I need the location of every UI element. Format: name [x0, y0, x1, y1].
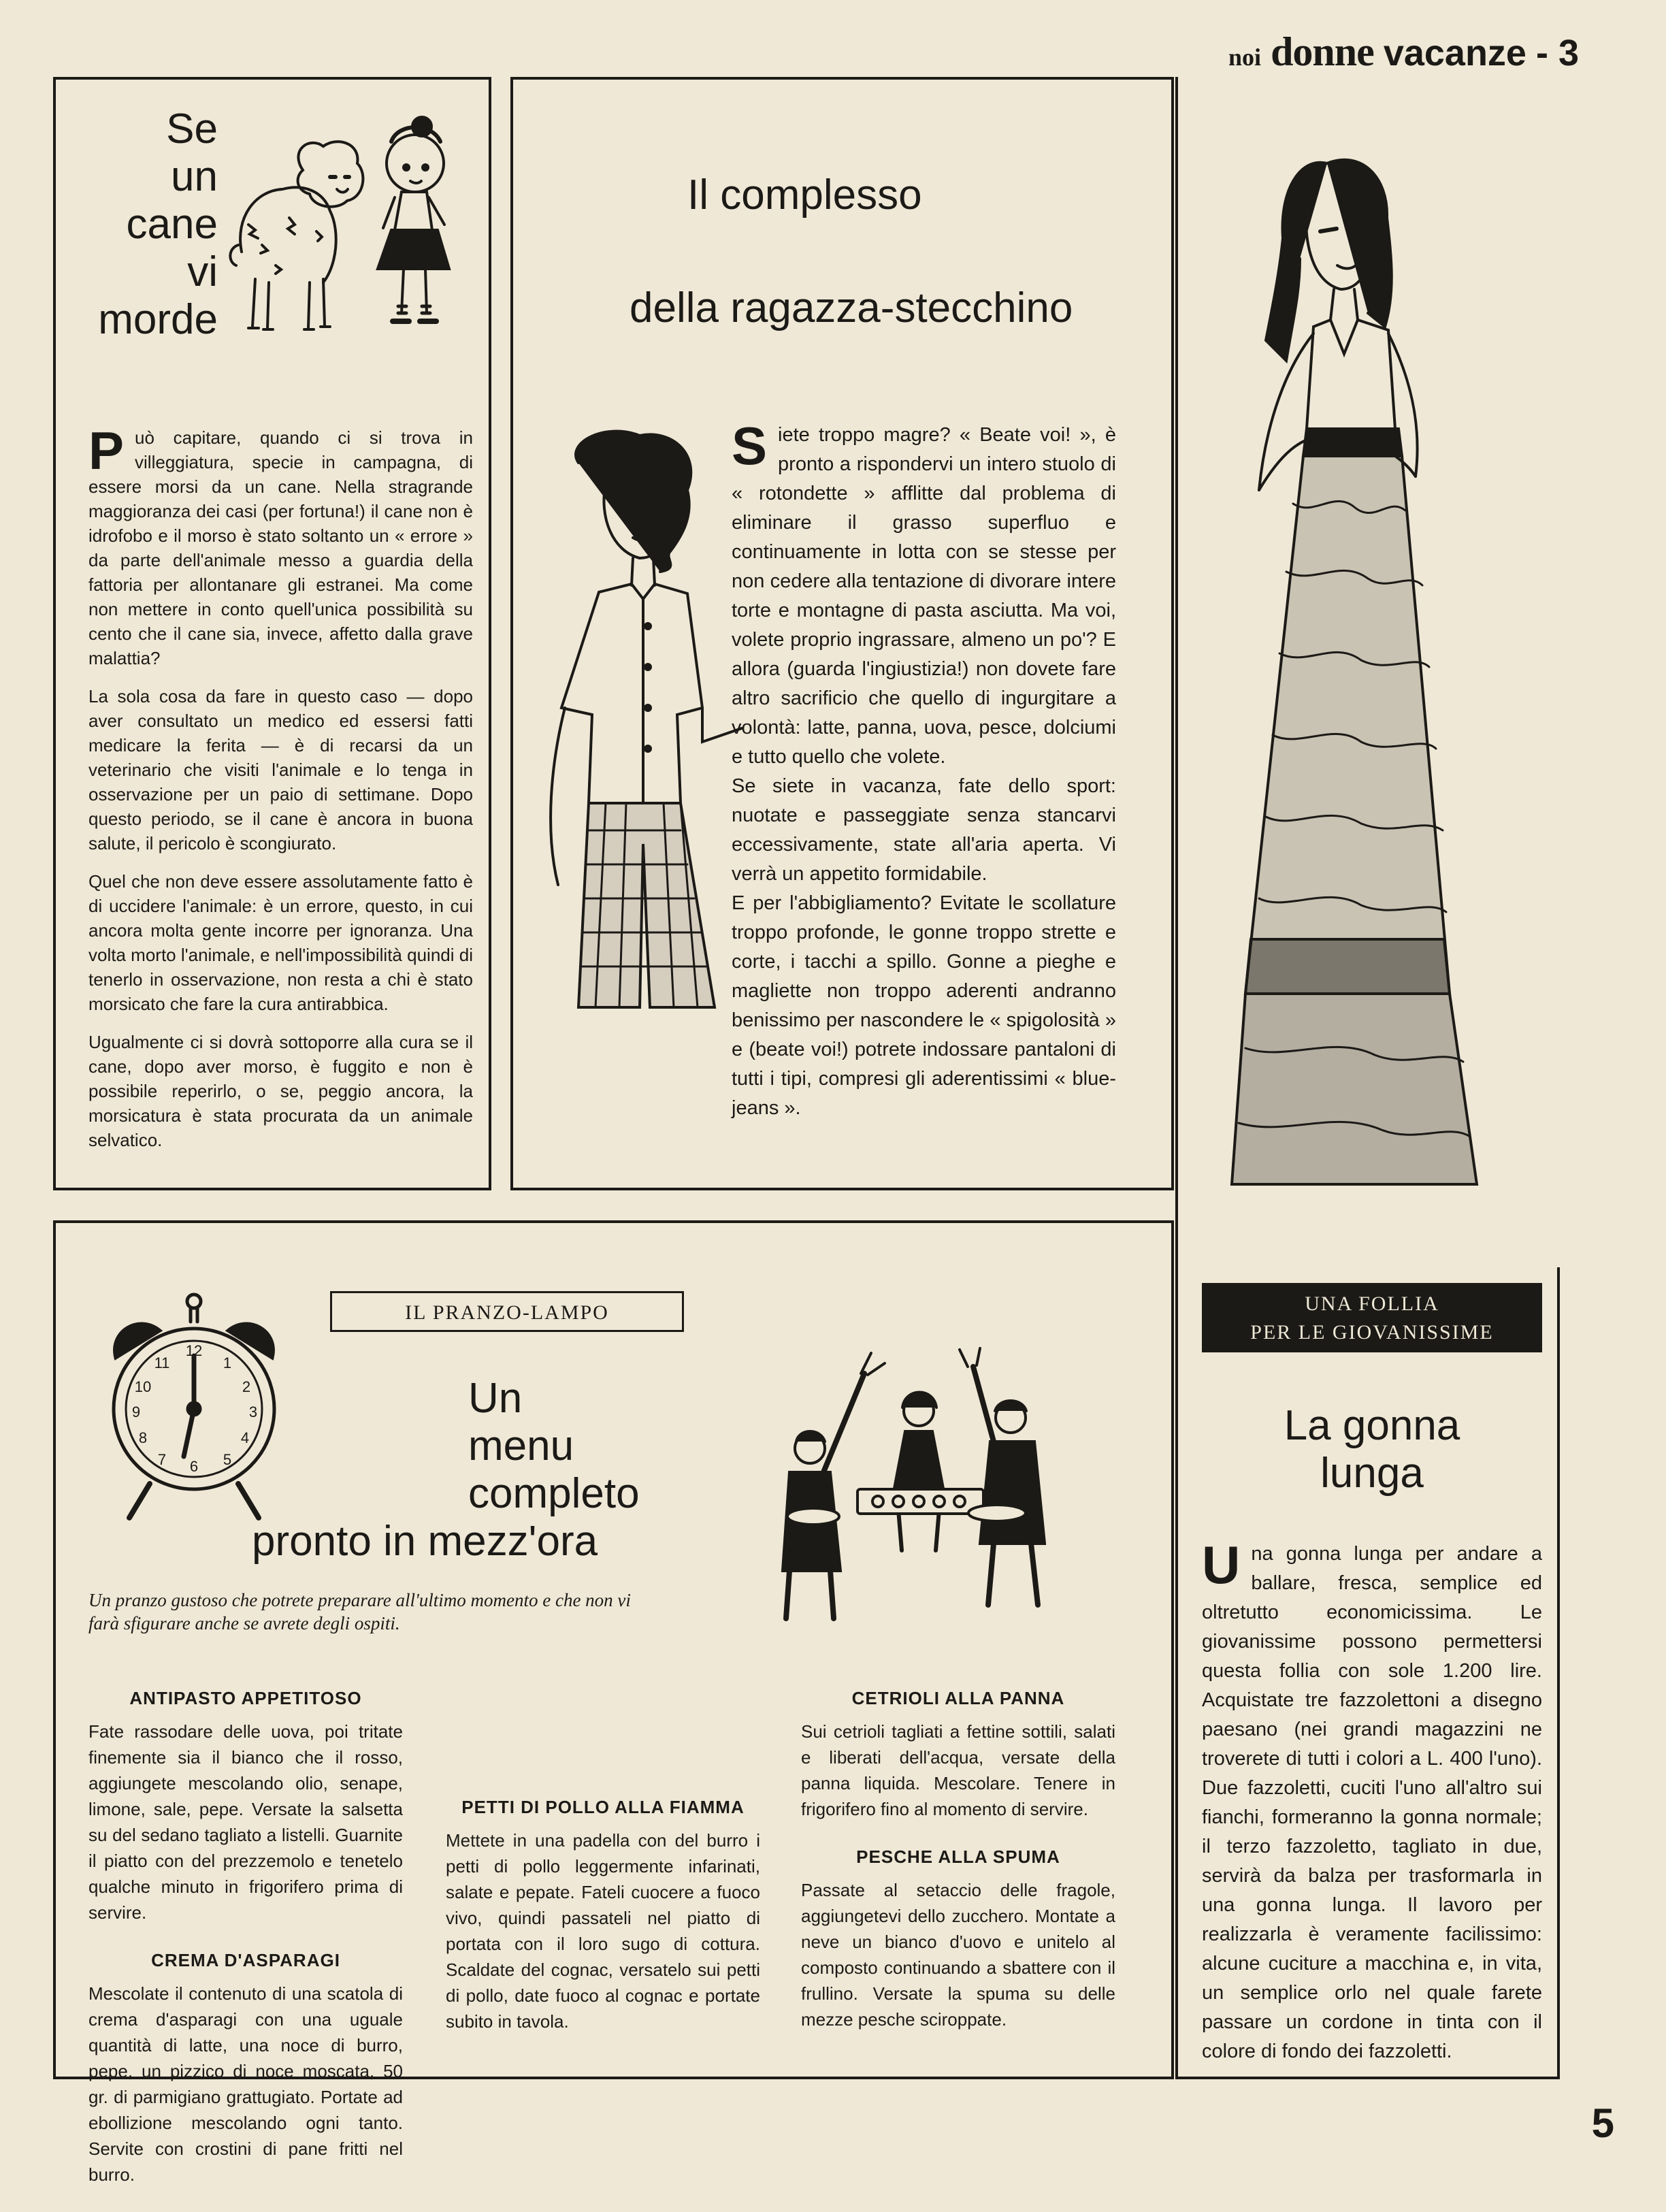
stecchino-article-body	[732, 416, 1116, 1123]
svg-text:7: 7	[157, 1451, 167, 1468]
dog-title-line: morde	[98, 296, 218, 343]
gonna-article-body	[1202, 1535, 1542, 2066]
dog-title-line: vi	[187, 248, 218, 295]
masthead	[1228, 29, 1579, 76]
pranzo-title	[252, 1375, 640, 1565]
svg-text:2: 2	[242, 1378, 251, 1395]
svg-text:10: 10	[134, 1378, 152, 1395]
svg-text:8: 8	[138, 1429, 148, 1446]
waiters-illustration	[776, 1346, 1062, 1625]
recipe-text: Passate al setaccio delle fragole, aggiungetevi dello zucchero. Montate a neve un bianco d'uovo e unitelo al composto continuando a sbattere con il frullino. Versate la spuma su delle mezze pesche sciroppate.	[801, 1880, 1115, 2030]
pranzo-label	[330, 1291, 684, 1332]
recipe-title: PETTI DI POLLO ALLA FIAMMA	[461, 1797, 745, 1817]
stecchino-title-line1: Il complesso	[687, 172, 922, 218]
pranzo-label-text: IL PRANZO-LAMPO	[405, 1301, 609, 1324]
svg-text:11: 11	[154, 1354, 170, 1371]
masthead-noi: noi	[1228, 44, 1262, 71]
drop-cap: S	[732, 416, 768, 476]
recipes-column-2	[446, 1797, 760, 2059]
gonna-title-line2: lunga	[1320, 1450, 1424, 1497]
recipes-column-1	[88, 1688, 403, 2212]
recipe-text: Mescolate il contenuto di una scatola di crema d'asparagi con una uguale quantità di latte, una noce di burro, pepe, un pizzico di noce moscata, 50 gr. di parmigiano grattugiato. Portate ad ebollizione mescolando ogni tanto. Servite con crostini di pane fritti nel burro.	[88, 1983, 403, 2185]
recipe-text: Fate rassodare delle uova, poi tritate finemente sia il bianco che il rosso, aggiungete mescolando olio, senape, limone, sale, pepe. Versate la salsetta su del sedano tagliato a listelli. Guarnite il piatto con del prezzemolo e tenetelo qualche minuto in frigorifero prima di servire.	[88, 1721, 403, 1923]
recipe-title: CETRIOLI ALLA PANNA	[851, 1688, 1065, 1708]
svg-text:1: 1	[223, 1354, 232, 1371]
gonna-title-line1: La gonna	[1284, 1402, 1460, 1449]
gonna-label-line2: PER LE GIOVANISSIME	[1250, 1321, 1494, 1344]
svg-text:12: 12	[185, 1342, 203, 1359]
dog-paragraph: Quel che non deve essere assolutamente fatto è di uccidere l'animale: è un errore, questo, in cui ancora molta gente incorre per ignoranza. Una volta morto l'animale, e nell'impossibilità quindi di tenerlo in osservazione, non resta a chi è stato morsicato che fare la cura antirabbica.	[88, 871, 473, 1014]
dog-paragraph: La sola cosa da fare in questo caso — dopo aver consultato un medico ed essersi fatti medicare la ferita — è di recarsi da un veterinario che visiti l'animale e lo tenga in osservazione per un paio di settimane. Dopo questo periodo, se il cane è ancora in buona salute, il pericolo è scongiurato.	[88, 686, 473, 853]
svg-text:6: 6	[189, 1458, 199, 1475]
gonna-label	[1202, 1283, 1542, 1352]
dog-title-line: Se	[166, 105, 218, 152]
pranzo-title-line: menu	[468, 1422, 574, 1469]
masthead-page: - 3	[1535, 33, 1579, 74]
recipes-column-3	[801, 1688, 1115, 2057]
thin-girl-illustration	[524, 422, 742, 1021]
dog-and-girl-illustration	[228, 109, 473, 354]
masthead-donne: donne	[1271, 29, 1374, 74]
pranzo-lead: Un pranzo gustoso che potrete preparare all'ultimo momento e che non vi farà sfigurare anche se avrete degli ospiti.	[88, 1590, 631, 1633]
pranzo-title-line: completo	[468, 1470, 640, 1517]
svg-text:9: 9	[131, 1403, 141, 1420]
recipe-text: Mettete in una padella con del burro i petti di pollo leggermente infarinati, salate e pepate. Fateli cuocere a fuoco vivo, quindi passateli nel piatto di portata con il loro sugo di cottura. Scaldate del cognac, versatelo sui petti di pollo, date fuoco al cognac e portate subito in tavola.	[446, 1830, 760, 2032]
long-skirt-woman-illustration	[1218, 136, 1504, 1198]
gonna-column-rule	[1175, 77, 1178, 1268]
stecchino-paragraph: Siete troppo magre? « Beate voi! », è pronto a rispondervi un intero stuolo di « rotondette » afflitte dal problema di eliminare il grasso superfluo e continuamente in lotta con se stesse per non cedere alla tentazione di divorare intere torte e montagne di pasta asciutta. Ma voi, volete proprio ingrassare, almeno un po'? E allora (guarda l'ingiustizia!) non dovete fare altro sacrificio che quello di ingurgitare a volontà: latte, panna, uova, pesce, dolciumi e tutto quello che volete.	[732, 416, 1116, 768]
svg-text:4: 4	[240, 1429, 250, 1446]
svg-text:5: 5	[223, 1451, 232, 1468]
drop-cap: P	[88, 421, 125, 481]
dog-article-body	[88, 421, 473, 1166]
stecchino-paragraph: Se siete in vacanza, fate dello sport: nuotate e passeggiate senza stancarvi eccessivamente, state all'aria aperta. Vi verrà un appetito formidabile.	[732, 775, 1116, 885]
dog-paragraph: Ugualmente ci si dovrà sottoporre alla cura se il cane, dopo aver morso, è fuggito e non è possibile reperirlo, o se, peggio ancora, la morsicatura è stata procurata da un animale selvatico.	[88, 1032, 473, 1150]
dog-title-line: un	[171, 153, 218, 200]
dog-title-line: cane	[126, 201, 218, 248]
page-number: 5	[1591, 2100, 1614, 2146]
recipe-text: Sui cetrioli tagliati a fettine sottili, salati e liberati dell'acqua, versate della panna liquida. Mescolare. Tenere in frigorifero fino al momento di servire.	[801, 1721, 1115, 1819]
stecchino-paragraph: E per l'abbigliamento? Evitate le scollature troppo profonde, le gonne troppo strette e corte, i tacchi a spillo. Gonne a pieghe e magliette non troppo aderenti andranno benissimo per nascondere le « spigolosità » e (beate voi!) potrete indossare pantaloni di tutti i tipi, compresi gli aderentissimi « blue-jeans ».	[732, 892, 1116, 1119]
svg-text:3: 3	[248, 1403, 258, 1420]
gonna-label-line1: UNA FOLLIA	[1305, 1292, 1439, 1315]
pranzo-title-line: pronto in mezz'ora	[252, 1518, 598, 1565]
recipe-title: CREMA D'ASPARAGI	[151, 1950, 340, 1970]
recipe-title: PESCHE ALLA SPUMA	[856, 1847, 1060, 1867]
dog-article-title	[75, 105, 218, 344]
drop-cap: U	[1202, 1535, 1241, 1595]
gonna-title	[1202, 1402, 1542, 1497]
pranzo-title-line: Un	[468, 1375, 523, 1422]
stecchino-title-line2: della ragazza-stecchino	[630, 284, 1073, 331]
recipe-title: ANTIPASTO APPETITOSO	[129, 1688, 362, 1708]
gonna-paragraph: Una gonna lunga per andare a ballare, fresca, semplice ed oltretutto economicissima. Le giovanissime possono permettersi questa follia con sole 1.200 lire. Acquistate tre fazzolettoni a disegno paesano (nei grandi magazzini ne troverete di tutti i colori a L. 400 l'uno). Due fazzoletti, cuciti l'uno all'altro sui fianchi, formeranno la gonna normale; il terzo fazzoletto, tagliato in due, servirà da balza per trasformarla in una gonna lunga. Il lavoro per realizzarla è veramente facilissimo: alcune cuciture a macchina e, in vita, un semplice orlo nel quale farete passare un cordone in tinta con il colore di fondo dei fazzoletti.	[1202, 1535, 1542, 2062]
masthead-vacanze: vacanze	[1383, 33, 1526, 74]
dog-paragraph: Può capitare, quando ci si trova in villeggiatura, specie in campagna, di essere morsi da un cane. Nella stragrande maggioranza dei casi (per fortuna!) il cane non è idrofobo e il morso è stato soltanto un « errore » da parte dell'animale messo a guardia della fattoria per allontanare gli estranei. Ma come non mettere in conto quell'unica possibilità su cento che il cane sia, invece, affetto dalla grave malattia?	[88, 421, 473, 668]
